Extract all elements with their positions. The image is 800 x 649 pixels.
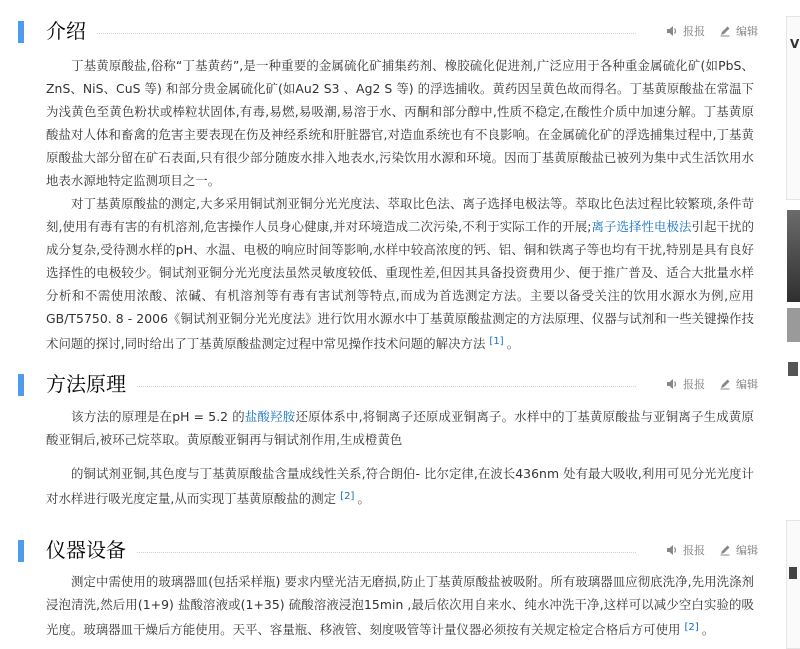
section-title: 介绍 <box>46 16 96 46</box>
edit-button[interactable] <box>719 542 758 558</box>
reference-link[interactable]: [2] <box>340 491 355 502</box>
sidebar-letter: V <box>790 37 800 51</box>
sidebar-marker <box>788 362 798 376</box>
paragraph-text: 测定中需使用的玻璃器皿(包括采样瓶) 要求内壁光洁无磨损,防止丁基黄原酸盐被吸附。所有玻璃器皿应彻底洗净,先用洗涤剂浸泡清洗,然后用(1+9) 盐酸溶液或(1+35) 硫酸溶液浸泡15min ,最后依次用自来水、纯水冲洗干净,这样可以减少空白实验的吸光度。玻璃器皿干燥后方能使用。天平、容量瓶、移液管、刻度吸管等计量仪器必须按有关规定检定合格后方可使用 <box>46 574 754 637</box>
report-button[interactable] <box>666 23 705 39</box>
reference-link[interactable]: [2] <box>684 622 699 633</box>
edit-label: 编辑 <box>736 25 758 38</box>
right-sidebar-edge <box>786 0 800 647</box>
report-button[interactable] <box>666 376 705 392</box>
section-actions <box>666 374 758 394</box>
section-marker <box>18 540 24 562</box>
paragraph-tail: 。 <box>506 336 520 351</box>
paragraph-text: 丁基黄原酸盐,俗称“丁基黄药”,是一种重要的金属硫化矿捕集药剂、橡胶硫化促进剂,广泛应用于各种重金属硫化矿(如PbS、ZnS、NiS、CuS 等) 和部分贵金属硫化矿(如Au2 S3 、Ag2 S 等) 的浮选捕收。黄药因呈黄色故而得名。丁基黄原酸盐在常温下为浅黄色至黄色粉状或棒粒状固体,有毒,易燃,易吸潮,易溶于水、丙酮和部分醇中,性质不稳定,在酸性介质中加速分解。丁基黄原酸盐对人体和畜禽的危害主要表现在伤及神经系统和肝脏器官,对造血系统也有不良影响。在金属硫化矿的浮选捕集过程中,丁基黄原酸盐大部分留在矿石表面,只有很少部分随废水排入地表水,污染饮用水源和环境。因而丁基黄原酸盐已被列为集中式生活饮用水地表水源地特定监测项目之一。 <box>46 58 754 188</box>
paragraph-text: 对丁基黄原酸盐的测定,大多采用铜试剂亚铜分光光度法、萃取比色法、离子选择电极法等。萃取比色法过程比较繁琐,条件苛刻,使用有毒有害的有机溶剂,危害操作人员身心健康,并对环境造成二次污染,不利于实际工作的开展; <box>46 196 754 234</box>
paragraph-tail: 。 <box>357 491 370 506</box>
pencil-icon <box>719 544 731 556</box>
section-header-method <box>0 374 786 408</box>
paragraph <box>46 405 754 451</box>
section-marker <box>18 21 24 43</box>
report-label: 报报 <box>683 25 705 38</box>
edit-label: 编辑 <box>736 378 758 391</box>
link-ion-selective-electrode[interactable]: 离子选择性电极法 <box>591 219 692 234</box>
section-header-intro <box>0 21 786 55</box>
paragraph <box>46 570 754 641</box>
edit-label: 编辑 <box>736 544 758 557</box>
section-actions <box>666 540 758 560</box>
report-label: 报报 <box>683 544 705 557</box>
link-hydroxylamine-hydrochloride[interactable]: 盐酸羟胺 <box>244 409 296 424</box>
pencil-icon <box>719 25 731 37</box>
paragraph-tail: 。 <box>701 622 715 637</box>
speaker-icon <box>666 25 678 37</box>
section-header-instruments <box>0 540 786 574</box>
edit-button[interactable] <box>719 23 758 39</box>
section-title: 方法原理 <box>46 369 136 399</box>
sidebar-card <box>786 520 800 649</box>
sidebar-marker <box>789 567 797 579</box>
paragraph-text: 还原体系中,将铜离子还原成亚铜离子。水样中的丁基黄原酸盐与亚铜离子生成黄原酸亚铜后,被环己烷萃取。黄原酸亚铜再与铜试剂作用,生成橙黄色 <box>46 409 754 447</box>
pencil-icon <box>719 378 731 390</box>
paragraph-text: 的铜试剂亚铜,其色度与丁基黄原酸盐含量成线性关系,符合朗伯- 比尔定律,在波长436nm 处有最大吸收,利用可见分光光度计对水样进行吸光度定量,从而实现丁基黄原酸盐的测定 <box>46 466 754 506</box>
reference-link[interactable]: [1] <box>489 336 504 347</box>
section-actions <box>666 21 758 41</box>
paragraph-text: 引起干扰的成分复杂,受待测水样的pH、水温、电极的响应时间等影响,水样中较高浓度的钙、铝、铜和铁离子等也均有干扰,特别是具有良好选择性的电极较少。铜试剂亚铜分光光度法虽然灵敏度较低、重现性差,但因其具备投资费用少、便于推广普及、适合大批量水样分析和不需使用浓酸、浓碱、有机溶剂等有毒有害试剂等特点,而成为首选测定方法。主要以备受关注的饮用水源水为例,应用GB/T5750. 8 - 2006《铜试剂亚铜分光光度法》进行饮用水源水中丁基黄原酸盐测定的方法原理、仪器与试剂和一些关键操作技术问题的探讨,同时给出了丁基黄原酸盐测定过程中常见操作技术问题的解决方法 <box>46 219 755 351</box>
edit-button[interactable] <box>719 376 758 392</box>
paragraph <box>46 192 754 355</box>
paragraph-text: 该方法的原理是在pH = 5.2 的 <box>71 409 245 424</box>
section-divider <box>46 33 636 34</box>
sidebar-image[interactable] <box>787 308 800 342</box>
speaker-icon <box>666 378 678 390</box>
section-title: 仪器设备 <box>46 535 136 565</box>
report-label: 报报 <box>683 378 705 391</box>
section-marker <box>18 374 24 396</box>
paragraph <box>46 54 754 192</box>
sidebar-card <box>786 16 800 200</box>
sidebar-image[interactable] <box>787 210 800 302</box>
paragraph <box>46 462 754 510</box>
report-button[interactable] <box>666 542 705 558</box>
speaker-icon <box>666 544 678 556</box>
